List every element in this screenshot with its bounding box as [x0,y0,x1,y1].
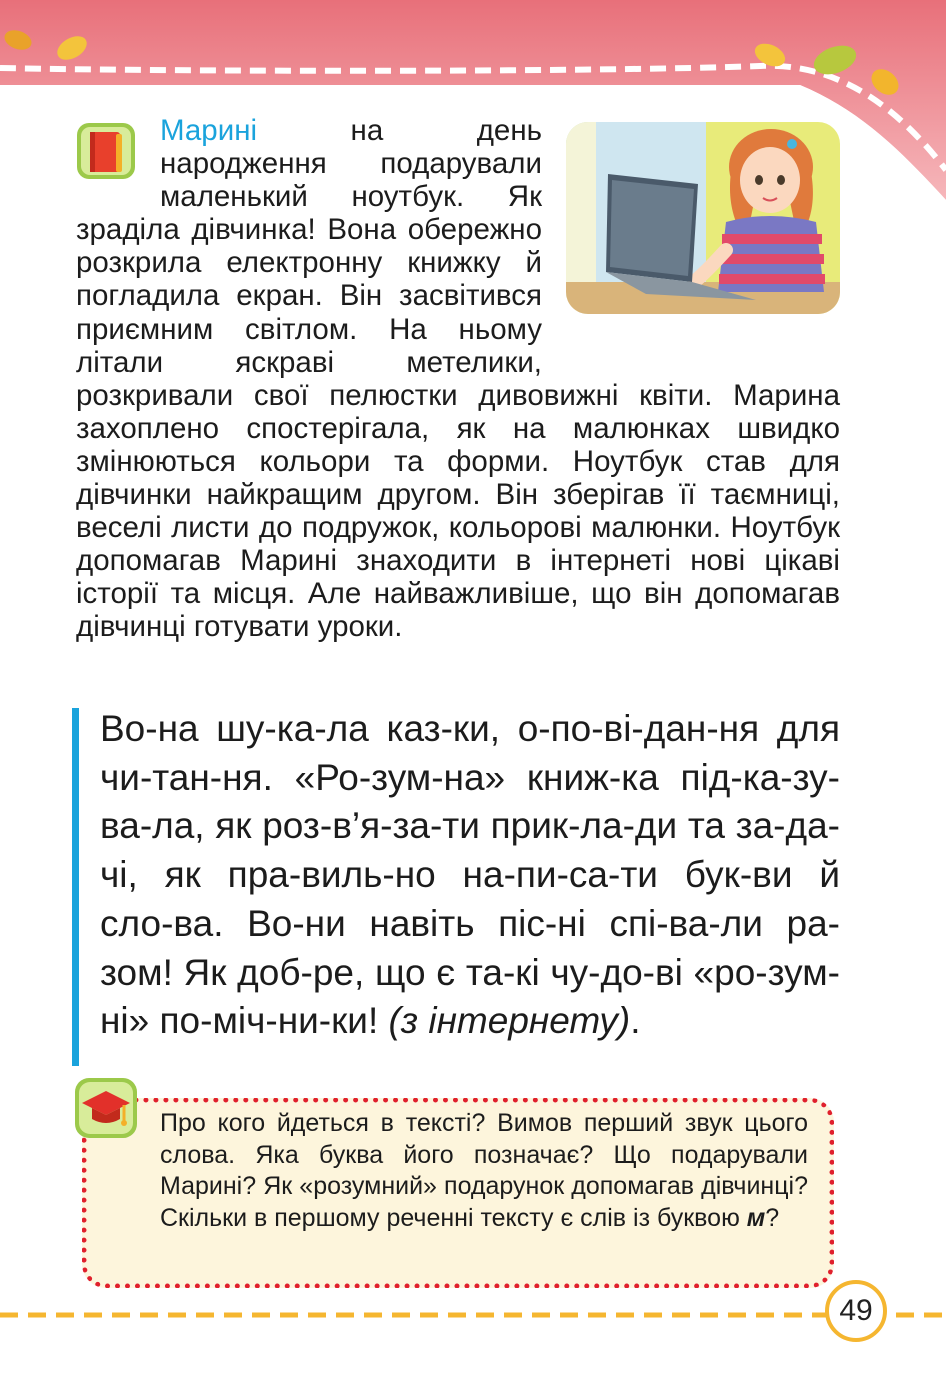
questions-end: ? [765,1203,780,1232]
intro-text: на день народження подарували маленький ноутбук. Як зраділа дівчинка! Вона обережно розкрила електронну книжку й погладила екран. Він засвітився приємним світлом. На ньому літали яскраві метелики, розкривали свої пелюстки дивовижні квіти. Марина захоплено спостерігала, як на малюнках швидко змінюються кольори та форми. Ноутбук став для дівчинки найкращим другом. Він зберігав її таємниці, веселі листи до подружок, кольорові малюнки. Ноутбук допомагав Марині знаходити в інтернеті нові цікаві історії та місця. Але найважливіше, що він допомагав дівчинці готувати уроки. [76,114,840,644]
highlighted-name: Марині [160,114,258,147]
reading-end: . [630,1000,641,1042]
intro-paragraph [76,114,840,644]
reading-passage [100,705,840,1046]
questions-body: Про кого йдеться в тексті? Вимов перший звук цього слова. Яка буква його позначає? Що подарували Марині? Як «розумний» подарунок допомагав дівчинці? Скільки в першому реченні тексту є слів із буквою [160,1109,808,1232]
page-number: 49 [825,1280,887,1342]
highlighted-letter: м [746,1203,766,1232]
graduation-cap-icon [74,1077,138,1139]
reading-source: (з інтернету) [388,1000,631,1042]
reading-accent-bar [72,708,79,1066]
bottom-dashed-line [0,1306,946,1314]
questions-text [160,1108,808,1234]
reading-text: Во-на шу-ка-ла каз-ки, о-по-ві-дан-ня для чи-тан-ня. «Ро-зум-на» книж-ка під-ка-зу-ва-ла, як роз-в’я-за-ти прик-ла-ди та за-да-чі, як пра-виль-но на-пи-са-ти бук-ви й сло-ва. Во-ни навіть піс-ні спі-ва-ли ра-зом! Як доб-ре, що є та-кі чу-до-ві «ро-зум-ні» по-міч-ни-ки! [100,708,840,1042]
